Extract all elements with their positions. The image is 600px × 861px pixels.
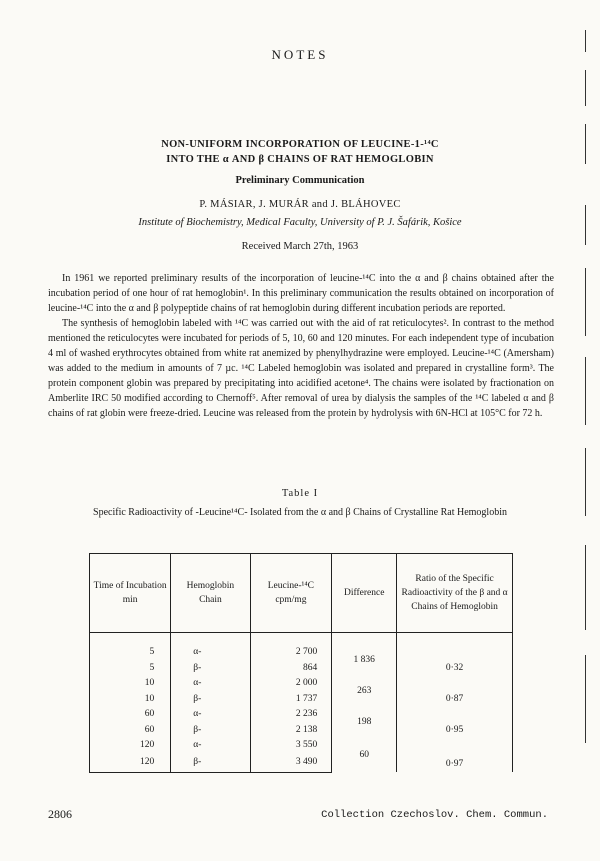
scan-edge-line [585, 545, 586, 630]
table-row [90, 707, 513, 723]
cell-time: 10 [90, 676, 171, 692]
table-caption: Specific Radioactivity of -Leucine¹⁴C- Isolated from the α and β Chains of Crystalline Rat Hemoglobin [93, 507, 507, 518]
scan-edge-line [585, 357, 586, 425]
column-header-chain: Hemoglobin Chain [171, 554, 250, 633]
cell-time: 5 [90, 645, 171, 661]
institution: Institute of Biochemistry, Medical Faculty, University of P. J. Šafárik, Košice [138, 217, 462, 228]
column-header-activity: Leucine-¹⁴C cpm/mg [250, 554, 332, 633]
cell-activity: 1 737 [250, 692, 332, 708]
paragraph: The synthesis of hemoglobin labeled with ¹⁴C was carried out with the aid of rat reticulocytes². In contrast to the method mentioned the reticulocytes were incubated for periods of 5, 10, 60 and 120 minutes. For each independent type of incubation 4 ml of washed erythrocytes obtained from white rat anemized by phenylhydrazine were employed. Leucine-¹⁴C (Amersham) was added to the medium in amounts of 7 µc. ¹⁴C Labeled hemoglobin was isolated and prepared in crystalline form³. The protein component globin was prepared by precipitating into acidified acetone⁴. The chains were isolated by fractionation on Amberlite IRC 50 modified according to Chernoff⁵. After removal of urea by dialysis the samples of the ¹⁴C labeled α and β chains of rat globin were freeze-dried. Leucine was released from the protein by hydrolysis with 6N-HCl at 105°C for 72 h. [48, 318, 554, 419]
scan-edge-line [585, 205, 586, 245]
cell-difference: 198 [332, 707, 397, 738]
cell-chain: β- [171, 723, 250, 739]
cell-chain: β- [171, 754, 250, 773]
cell-time: 60 [90, 723, 171, 739]
cell-time: 10 [90, 692, 171, 708]
table-spacer-row [90, 633, 513, 646]
table-label: Table I [281, 488, 319, 499]
scan-edge-line [585, 448, 586, 516]
column-header-time: Time of Incubation min [90, 554, 171, 633]
table-row [90, 676, 513, 692]
author-list: P. MÁSIAR, J. MURÁR and J. BLÁHOVEC [199, 199, 401, 210]
cell-activity: 3 490 [250, 754, 332, 773]
cell-activity: 2 236 [250, 707, 332, 723]
cell-ratio: 0·32 [397, 645, 513, 676]
cell-chain: α- [171, 645, 250, 661]
column-header-difference: Difference [332, 554, 397, 633]
scan-edge-line [585, 268, 586, 336]
cell-chain: β- [171, 692, 250, 708]
section-heading: NOTES [271, 47, 329, 62]
article-subtitle: Preliminary Communication [235, 175, 365, 186]
cell-time: 120 [90, 738, 171, 754]
cell-activity: 2 138 [250, 723, 332, 739]
cell-ratio: 0·87 [397, 676, 513, 707]
scan-edge-line [585, 70, 586, 106]
cell-difference: 263 [332, 676, 397, 707]
journal-name: Collection Czechoslov. Chem. Commun. [321, 809, 548, 821]
article-title-line: NON-UNIFORM INCORPORATION OF LEUCINE-1-¹⁴C [161, 139, 439, 150]
cell-time: 120 [90, 754, 171, 773]
cell-activity: 2 000 [250, 676, 332, 692]
cell-chain: α- [171, 676, 250, 692]
table-header-row [90, 554, 513, 633]
cell-difference: 1 836 [332, 645, 397, 676]
cell-difference: 60 [332, 738, 397, 772]
cell-activity: 2 700 [250, 645, 332, 661]
page-number: 2806 [48, 807, 72, 821]
scan-edge-line [585, 124, 586, 164]
column-header-ratio: Ratio of the Specific Radioactivity of the β and α Chains of Hemoglobin [397, 554, 513, 633]
article-body [48, 271, 554, 421]
cell-ratio: 0·95 [397, 707, 513, 738]
data-table [89, 553, 513, 773]
paragraph: In 1961 we reported preliminary results of the incorporation of leucine-¹⁴C into the α and β chains obtained after the incubation period of one hour of rat hemoglobin¹. In this preliminary communication the results obtained on incorporation of leucine-¹⁴C into the α and β polypeptide chains of rat hemoglobin during different incubation periods are reported. [48, 273, 554, 314]
cell-time: 60 [90, 707, 171, 723]
received-date: Received March 27th, 1963 [241, 241, 359, 252]
table-row [90, 738, 513, 754]
cell-ratio: 0·97 [397, 738, 513, 772]
cell-chain: β- [171, 661, 250, 677]
cell-chain: α- [171, 707, 250, 723]
cell-time: 5 [90, 661, 171, 677]
cell-activity: 864 [250, 661, 332, 677]
scan-edge-line [585, 655, 586, 743]
article-title-line: INTO THE α AND β CHAINS OF RAT HEMOGLOBIN [166, 154, 434, 165]
cell-chain: α- [171, 738, 250, 754]
table-row [90, 645, 513, 661]
cell-activity: 3 550 [250, 738, 332, 754]
article-title [60, 137, 540, 167]
